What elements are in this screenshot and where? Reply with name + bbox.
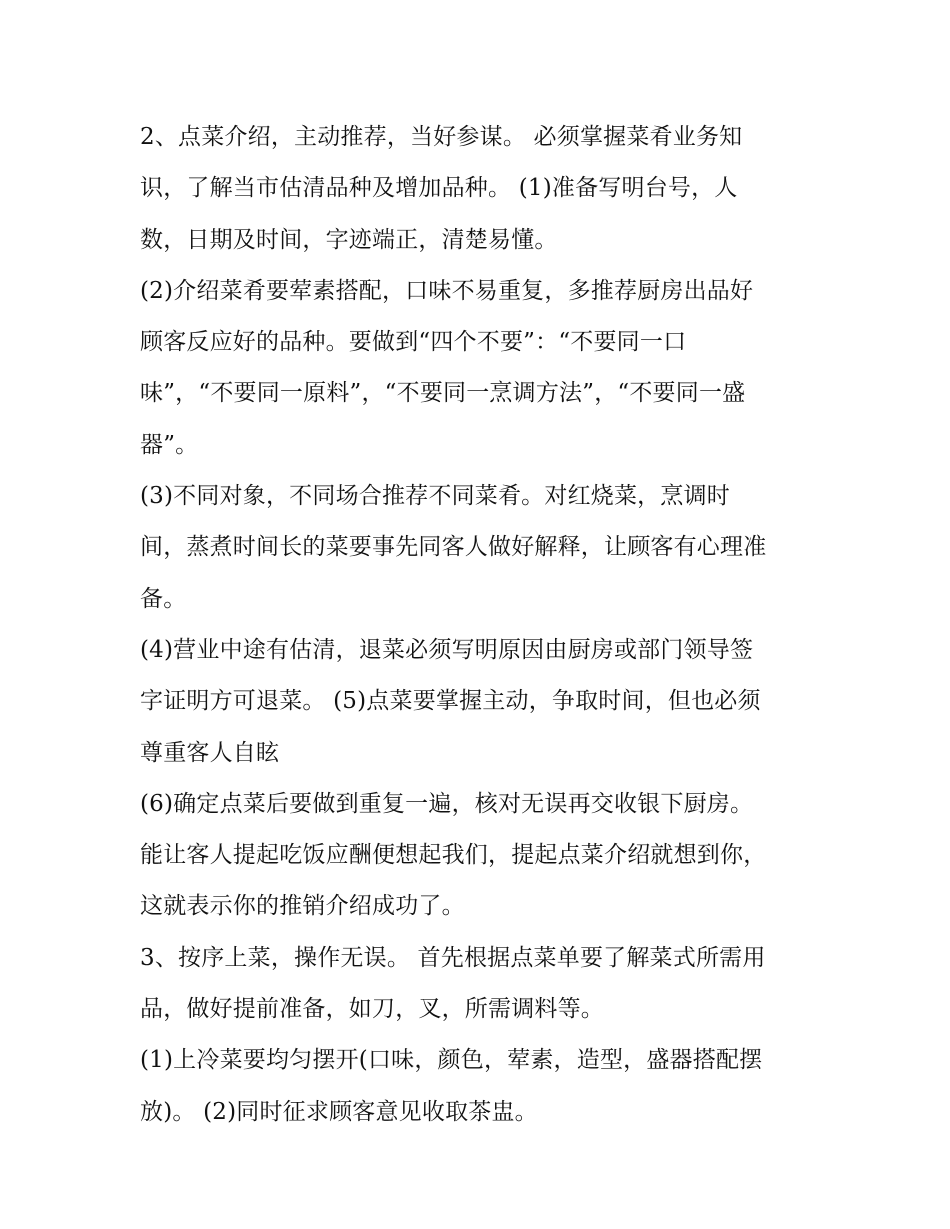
text-line: 能让客人提起吃饭应酬便想起我们，提起点菜介绍就想到你， [140,842,767,869]
text-line: 3、按序上菜，操作无误。 首先根据点菜单要了解菜式所需用 [140,944,766,971]
text-line: 间，蒸煮时间长的菜要事先同客人做好解释，让顾客有心理准 [140,534,767,561]
text-line: 备。 [140,585,187,612]
text-line: (2)介绍菜肴要荤素搭配，口味不易重复，多推荐厨房出品好 [140,277,754,304]
text-line: 2、点菜介绍，主动推荐，当好参谋。 必须掌握菜肴业务知 [140,124,743,150]
text-line: 这就表示你的推销介绍成功了。 [140,893,465,920]
text-line: 识，了解当市估清品种及增加品种。 (1)准备写明台号，人 [140,175,738,202]
text-line: (4)营业中途有估清，退菜必须写明原因由厨房或部门领导签 [140,636,754,663]
text-line: 味”，“不要同一原料”，“不要同一烹调方法”，“不要同一盛 [140,380,746,407]
text-line: (3)不同对象，不同场合推荐不同菜肴。对红烧菜，烹调时 [140,483,730,510]
text-line: (6)确定点菜后要做到重复一遍，核对无误再交收银下厨房。 [140,790,754,817]
text-line: 数，日期及时间，字迹端正，清楚易懂。 [140,226,558,253]
text-line: 器”。 [140,431,199,458]
text-line: 顾客反应好的品种。要做到“四个不要”：“不要同一口 [140,329,687,356]
text-line: (1)上冷菜要均匀摆开(口味，颜色，荤素，造型，盛器搭配摆 [140,1047,763,1074]
text-line: 品，做好提前准备，如刀，叉，所需调料等。 [140,996,604,1023]
document-body [140,112,840,1138]
text-line: 字证明方可退菜。 (5)点菜要掌握主动，争取时间，但也必须 [140,688,761,715]
text-line: 放)。 (2)同时征求顾客意见收取茶盅。 [140,1098,538,1125]
text-line: 尊重客人自眩 [140,739,280,766]
